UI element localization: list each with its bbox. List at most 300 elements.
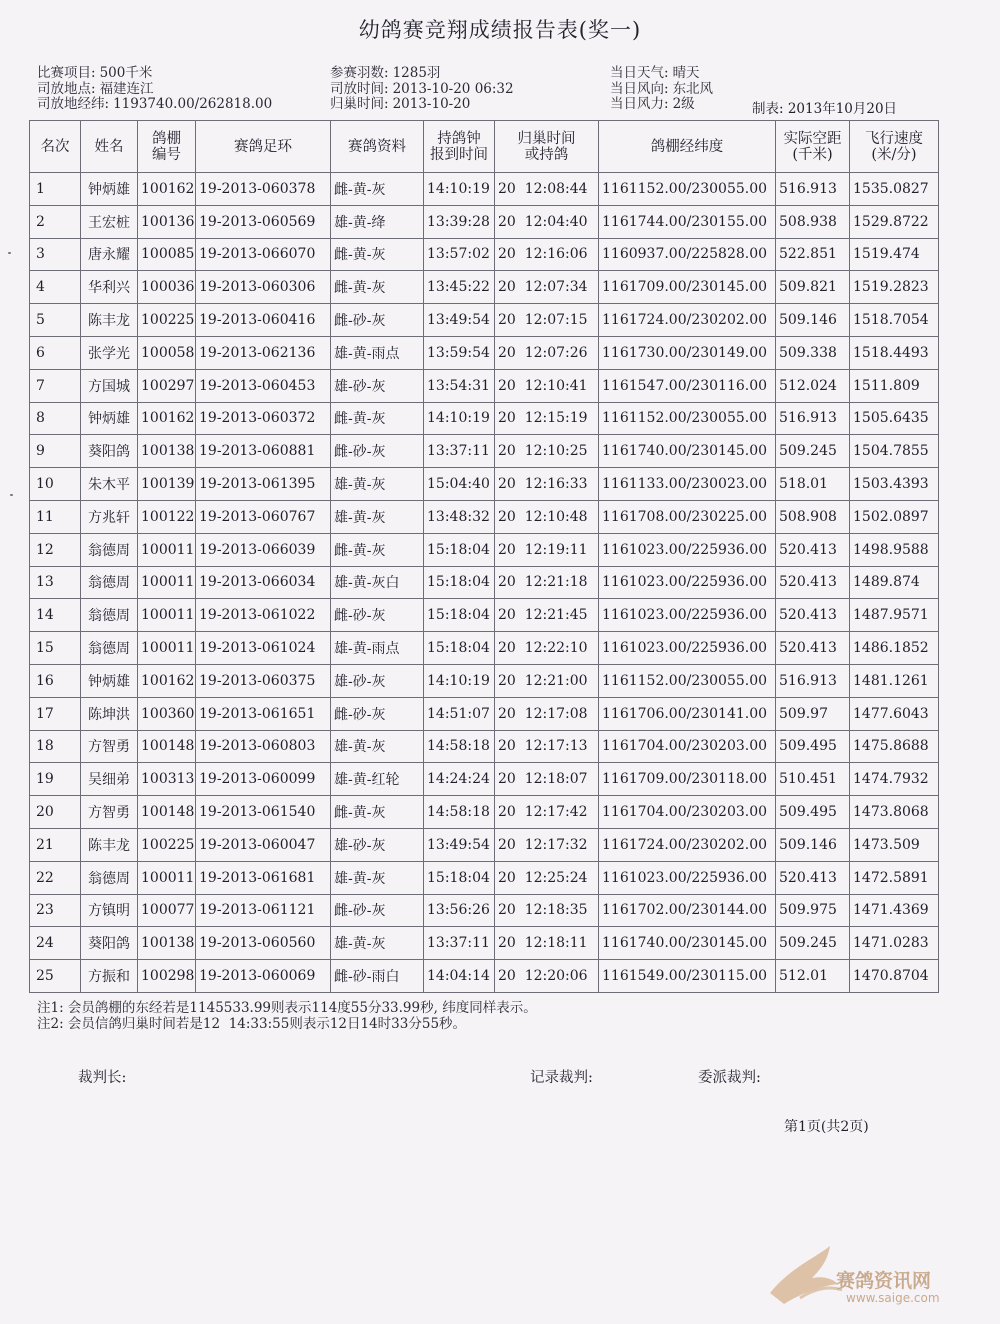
- cell-distance: 508.938: [776, 205, 850, 238]
- cell-rank: 11: [30, 500, 81, 533]
- cell-speed: 1535.0827: [850, 173, 939, 206]
- cell-ring-number: 19-2013-066034: [196, 566, 331, 599]
- report-title: 幼鸽赛竞翔成绩报告表(奖一): [358, 18, 642, 42]
- cell-speed: 1504.7855: [850, 435, 939, 468]
- cell-speed: 1471.4369: [850, 894, 939, 927]
- chief-referee-signature: 裁判长:: [78, 1070, 127, 1086]
- cell-loft-id: 100313: [138, 763, 196, 796]
- header-line: (米/分): [871, 146, 917, 163]
- cell-arrival-time: 20 12:17:13: [495, 730, 599, 763]
- cell-distance: 520.413: [776, 599, 850, 632]
- header-line: 持鸽钟: [437, 130, 481, 147]
- header-loft-coordinates: [599, 121, 776, 173]
- cell-arrival-time: 20 12:04:40: [495, 205, 599, 238]
- cell-pigeon-info: 雌-砂-灰: [331, 304, 424, 337]
- cell-pigeon-info: 雌-黄-灰: [331, 402, 424, 435]
- table-row: [30, 894, 939, 927]
- header-arrival-time: [495, 121, 599, 173]
- cell-distance: 508.908: [776, 500, 850, 533]
- footnotes: [37, 1001, 537, 1032]
- cell-loft-coordinates: 1161709.00/230145.00: [599, 271, 776, 304]
- info-value: 500千米: [99, 65, 153, 81]
- info-label: 参赛羽数:: [330, 65, 389, 81]
- table-row: [30, 173, 939, 206]
- cell-arrival-time: 20 12:25:24: [495, 861, 599, 894]
- cell-pigeon-info: 雄-黄-灰: [331, 500, 424, 533]
- race-info-column-2: [330, 66, 514, 113]
- info-value: 晴天: [672, 65, 700, 81]
- cell-arrival-time: 20 12:16:33: [495, 468, 599, 501]
- cell-loft-id: 100138: [138, 927, 196, 960]
- table-row: [30, 730, 939, 763]
- cell-name: 钟炳雄: [81, 402, 138, 435]
- cell-clock-time: 15:18:04: [424, 533, 495, 566]
- cell-loft-id: 100225: [138, 304, 196, 337]
- cell-ring-number: 19-2013-060767: [196, 500, 331, 533]
- cell-clock-time: 14:58:18: [424, 730, 495, 763]
- cell-ring-number: 19-2013-062136: [196, 336, 331, 369]
- info-value: 2013-10-20 06:32: [392, 80, 514, 97]
- header-clock-time: [424, 121, 495, 173]
- table-row: [30, 927, 939, 960]
- cell-loft-coordinates: 1161023.00/225936.00: [599, 533, 776, 566]
- cell-rank: 14: [30, 599, 81, 632]
- cell-name: 陈丰龙: [81, 304, 138, 337]
- scan-speck: [8, 252, 11, 254]
- cell-rank: 3: [30, 238, 81, 271]
- cell-loft-id: 100139: [138, 468, 196, 501]
- table-row: [30, 238, 939, 271]
- cell-arrival-time: 20 12:21:45: [495, 599, 599, 632]
- cell-ring-number: 19-2013-060375: [196, 664, 331, 697]
- cell-rank: 25: [30, 960, 81, 993]
- cell-arrival-time: 20 12:18:11: [495, 927, 599, 960]
- cell-ring-number: 19-2013-061024: [196, 632, 331, 665]
- cell-loft-id: 100011: [138, 632, 196, 665]
- cell-speed: 1518.4493: [850, 336, 939, 369]
- cell-arrival-time: 20 12:21:00: [495, 664, 599, 697]
- cell-speed: 1503.4393: [850, 468, 939, 501]
- cell-loft-coordinates: 1161704.00/230203.00: [599, 796, 776, 829]
- watermark-site-name: 赛鸽资讯网: [836, 1270, 932, 1292]
- cell-loft-id: 100162: [138, 664, 196, 697]
- cell-speed: 1529.8722: [850, 205, 939, 238]
- info-label: 司放时间:: [330, 80, 389, 97]
- cell-distance: 509.97: [776, 697, 850, 730]
- cell-name: 陈丰龙: [81, 828, 138, 861]
- cell-name: 葵阳鸽: [81, 435, 138, 468]
- cell-rank: 13: [30, 566, 81, 599]
- cell-ring-number: 19-2013-061540: [196, 796, 331, 829]
- cell-loft-coordinates: 1161740.00/230145.00: [599, 435, 776, 468]
- cell-loft-coordinates: 1161023.00/225936.00: [599, 632, 776, 665]
- info-label: 司放地点:: [37, 80, 96, 97]
- cell-speed: 1470.8704: [850, 960, 939, 993]
- cell-loft-coordinates: 1160937.00/225828.00: [599, 238, 776, 271]
- cell-distance: 509.495: [776, 796, 850, 829]
- cell-name: 翁德周: [81, 599, 138, 632]
- table-row: [30, 304, 939, 337]
- cell-pigeon-info: 雄-黄-雨点: [331, 336, 424, 369]
- cell-clock-time: 13:45:22: [424, 271, 495, 304]
- cell-arrival-time: 20 12:19:11: [495, 533, 599, 566]
- cell-loft-id: 100297: [138, 369, 196, 402]
- info-value: 福建连江: [99, 80, 154, 97]
- info-value: 2级: [672, 96, 695, 112]
- info-value: 2013-10-20: [392, 96, 471, 112]
- cell-speed: 1511.809: [850, 369, 939, 402]
- cell-name: 翁德周: [81, 632, 138, 665]
- header-line: 归巢时间: [517, 130, 576, 147]
- cell-pigeon-info: 雌-黄-灰: [331, 238, 424, 271]
- cell-clock-time: 15:04:40: [424, 468, 495, 501]
- cell-loft-id: 100011: [138, 861, 196, 894]
- cell-speed: 1487.9571: [850, 599, 939, 632]
- table-row: [30, 828, 939, 861]
- header-line: (千米): [792, 146, 833, 163]
- cell-ring-number: 19-2013-061651: [196, 697, 331, 730]
- info-label: 比赛项目:: [37, 65, 96, 81]
- cell-rank: 1: [30, 173, 81, 206]
- table-row: [30, 205, 939, 238]
- cell-loft-coordinates: 1161133.00/230023.00: [599, 468, 776, 501]
- cell-rank: 4: [30, 271, 81, 304]
- cell-ring-number: 19-2013-061395: [196, 468, 331, 501]
- info-label: 当日天气:: [610, 65, 669, 81]
- race-info-column-1: [37, 66, 272, 113]
- cell-pigeon-info: 雌-砂-灰: [331, 435, 424, 468]
- table-row: [30, 468, 939, 501]
- cell-loft-id: 100122: [138, 500, 196, 533]
- header-line: 飞行速度: [865, 130, 923, 147]
- cell-loft-id: 100148: [138, 796, 196, 829]
- cell-distance: 509.821: [776, 271, 850, 304]
- cell-rank: 12: [30, 533, 81, 566]
- cell-rank: 22: [30, 861, 81, 894]
- cell-loft-id: 100058: [138, 336, 196, 369]
- cell-clock-time: 13:56:26: [424, 894, 495, 927]
- header-line: 鸽棚: [152, 130, 181, 147]
- header-line: 报到时间: [430, 146, 488, 163]
- cell-name: 翁德周: [81, 533, 138, 566]
- race-info-column-3: [610, 66, 713, 113]
- info-item: [610, 97, 713, 113]
- cell-loft-coordinates: 1161708.00/230225.00: [599, 500, 776, 533]
- header-rank: [30, 121, 81, 173]
- cell-speed: 1481.1261: [850, 664, 939, 697]
- header-ring-number: [196, 121, 331, 173]
- header-line: 名次: [40, 138, 70, 155]
- cell-clock-time: 13:49:54: [424, 828, 495, 861]
- cell-arrival-time: 20 12:07:15: [495, 304, 599, 337]
- cell-speed: 1489.874: [850, 566, 939, 599]
- info-item: [330, 82, 514, 98]
- cell-loft-coordinates: 1161152.00/230055.00: [599, 664, 776, 697]
- cell-arrival-time: 20 12:17:08: [495, 697, 599, 730]
- cell-speed: 1519.2823: [850, 271, 939, 304]
- cell-speed: 1486.1852: [850, 632, 939, 665]
- cell-ring-number: 19-2013-060047: [196, 828, 331, 861]
- info-item: [37, 97, 272, 113]
- cell-name: 钟炳雄: [81, 664, 138, 697]
- cell-ring-number: 19-2013-060453: [196, 369, 331, 402]
- cell-name: 王宏桩: [81, 205, 138, 238]
- table-row: [30, 632, 939, 665]
- cell-name: 方镇明: [81, 894, 138, 927]
- cell-speed: 1473.8068: [850, 796, 939, 829]
- cell-clock-time: 13:54:31: [424, 369, 495, 402]
- cell-pigeon-info: 雄-砂-灰: [331, 828, 424, 861]
- header-line: 编号: [152, 146, 181, 163]
- cell-pigeon-info: 雄-砂-灰: [331, 369, 424, 402]
- cell-rank: 6: [30, 336, 81, 369]
- cell-pigeon-info: 雌-砂-雨白: [331, 960, 424, 993]
- cell-name: 陈坤洪: [81, 697, 138, 730]
- info-label: 司放地经纬:: [37, 96, 110, 112]
- cell-clock-time: 15:18:04: [424, 599, 495, 632]
- cell-speed: 1475.8688: [850, 730, 939, 763]
- cell-rank: 7: [30, 369, 81, 402]
- cell-pigeon-info: 雌-砂-灰: [331, 697, 424, 730]
- cell-pigeon-info: 雄-黄-灰: [331, 927, 424, 960]
- cell-loft-coordinates: 1161023.00/225936.00: [599, 599, 776, 632]
- appointed-referee-signature: 委派裁判:: [698, 1070, 761, 1086]
- cell-clock-time: 14:24:24: [424, 763, 495, 796]
- cell-speed: 1519.474: [850, 238, 939, 271]
- cell-loft-coordinates: 1161744.00/230155.00: [599, 205, 776, 238]
- cell-name: 唐永耀: [81, 238, 138, 271]
- cell-speed: 1471.0283: [850, 927, 939, 960]
- info-label: 当日风力:: [610, 96, 669, 112]
- table-row: [30, 861, 939, 894]
- cell-distance: 520.413: [776, 632, 850, 665]
- cell-loft-coordinates: 1161704.00/230203.00: [599, 730, 776, 763]
- table-row: [30, 763, 939, 796]
- cell-distance: 509.146: [776, 828, 850, 861]
- cell-distance: 520.413: [776, 861, 850, 894]
- cell-loft-coordinates: 1161724.00/230202.00: [599, 304, 776, 337]
- cell-arrival-time: 20 12:16:06: [495, 238, 599, 271]
- cell-arrival-time: 20 12:07:34: [495, 271, 599, 304]
- cell-pigeon-info: 雌-砂-灰: [331, 894, 424, 927]
- cell-loft-id: 100011: [138, 566, 196, 599]
- cell-loft-id: 100011: [138, 599, 196, 632]
- cell-loft-id: 100138: [138, 435, 196, 468]
- header-speed: [850, 121, 939, 173]
- cell-clock-time: 15:18:04: [424, 861, 495, 894]
- footnote: 注1: 会员鸽棚的东经若是1145533.99则表示114度55分33.99秒, 纬度同样表示。: [37, 1000, 537, 1016]
- header-line: 实际空距: [783, 130, 842, 147]
- cell-ring-number: 19-2013-060560: [196, 927, 331, 960]
- cell-name: 吴细弟: [81, 763, 138, 796]
- table-row: [30, 796, 939, 829]
- cell-loft-coordinates: 1161724.00/230202.00: [599, 828, 776, 861]
- tabulation-date: 制表: 2013年10月20日: [752, 101, 898, 117]
- header-name: [81, 121, 138, 173]
- table-row: [30, 336, 939, 369]
- cell-ring-number: 19-2013-060069: [196, 960, 331, 993]
- cell-rank: 2: [30, 205, 81, 238]
- table-row: [30, 402, 939, 435]
- cell-name: 方智勇: [81, 730, 138, 763]
- cell-loft-id: 100136: [138, 205, 196, 238]
- cell-loft-id: 100225: [138, 828, 196, 861]
- cell-pigeon-info: 雌-黄-灰: [331, 796, 424, 829]
- recording-referee-signature: 记录裁判:: [530, 1070, 593, 1086]
- cell-distance: 516.913: [776, 402, 850, 435]
- table-row: [30, 500, 939, 533]
- cell-loft-id: 100036: [138, 271, 196, 304]
- scan-speck: [10, 494, 13, 496]
- cell-ring-number: 19-2013-061121: [196, 894, 331, 927]
- info-item: [37, 66, 272, 82]
- info-value: 1193740.00/262818.00: [113, 96, 273, 112]
- table-body: [30, 173, 939, 993]
- table-row: [30, 664, 939, 697]
- cell-distance: 510.451: [776, 763, 850, 796]
- cell-rank: 16: [30, 664, 81, 697]
- cell-ring-number: 19-2013-060372: [196, 402, 331, 435]
- cell-pigeon-info: 雄-砂-灰: [331, 664, 424, 697]
- cell-speed: 1473.509: [850, 828, 939, 861]
- cell-distance: 509.245: [776, 927, 850, 960]
- table-row: [30, 369, 939, 402]
- cell-loft-coordinates: 1161706.00/230141.00: [599, 697, 776, 730]
- cell-loft-coordinates: 1161709.00/230118.00: [599, 763, 776, 796]
- cell-clock-time: 13:59:54: [424, 336, 495, 369]
- info-item: [610, 66, 713, 82]
- cell-loft-coordinates: 1161549.00/230115.00: [599, 960, 776, 993]
- cell-loft-id: 100077: [138, 894, 196, 927]
- cell-ring-number: 19-2013-060881: [196, 435, 331, 468]
- cell-pigeon-info: 雌-砂-灰: [331, 599, 424, 632]
- cell-name: 翁德周: [81, 861, 138, 894]
- info-label: 当日风向:: [610, 80, 669, 97]
- cell-ring-number: 19-2013-066070: [196, 238, 331, 271]
- cell-arrival-time: 20 12:07:26: [495, 336, 599, 369]
- cell-distance: 512.01: [776, 960, 850, 993]
- cell-clock-time: 13:39:28: [424, 205, 495, 238]
- cell-arrival-time: 20 12:10:41: [495, 369, 599, 402]
- info-value: 1285羽: [392, 65, 441, 81]
- cell-loft-id: 100360: [138, 697, 196, 730]
- cell-loft-coordinates: 1161023.00/225936.00: [599, 566, 776, 599]
- cell-loft-coordinates: 1161740.00/230145.00: [599, 927, 776, 960]
- cell-clock-time: 14:10:19: [424, 664, 495, 697]
- cell-clock-time: 14:04:14: [424, 960, 495, 993]
- cell-pigeon-info: 雄-黄-灰: [331, 468, 424, 501]
- cell-clock-time: 15:18:04: [424, 632, 495, 665]
- watermark-url: www.saige.com: [846, 1291, 940, 1305]
- cell-ring-number: 19-2013-066039: [196, 533, 331, 566]
- cell-arrival-time: 20 12:15:19: [495, 402, 599, 435]
- cell-distance: 520.413: [776, 566, 850, 599]
- cell-clock-time: 15:18:04: [424, 566, 495, 599]
- results-table: [29, 120, 939, 993]
- cell-rank: 24: [30, 927, 81, 960]
- cell-arrival-time: 20 12:18:07: [495, 763, 599, 796]
- cell-distance: 509.146: [776, 304, 850, 337]
- cell-clock-time: 14:10:19: [424, 173, 495, 206]
- cell-rank: 5: [30, 304, 81, 337]
- cell-pigeon-info: 雌-黄-灰: [331, 533, 424, 566]
- table-row: [30, 566, 939, 599]
- cell-clock-time: 14:10:19: [424, 402, 495, 435]
- header-distance: [776, 121, 850, 173]
- table-row: [30, 533, 939, 566]
- cell-ring-number: 19-2013-060416: [196, 304, 331, 337]
- cell-arrival-time: 20 12:10:48: [495, 500, 599, 533]
- cell-ring-number: 19-2013-060569: [196, 205, 331, 238]
- cell-clock-time: 13:57:02: [424, 238, 495, 271]
- cell-arrival-time: 20 12:18:35: [495, 894, 599, 927]
- cell-distance: 516.913: [776, 173, 850, 206]
- info-item: [610, 82, 713, 98]
- cell-clock-time: 13:48:32: [424, 500, 495, 533]
- info-label: 归巢时间:: [330, 96, 389, 112]
- cell-rank: 8: [30, 402, 81, 435]
- cell-speed: 1498.9588: [850, 533, 939, 566]
- cell-arrival-time: 20 12:22:10: [495, 632, 599, 665]
- header-pigeon-info: [331, 121, 424, 173]
- cell-loft-coordinates: 1161702.00/230144.00: [599, 894, 776, 927]
- cell-pigeon-info: 雄-黄-灰: [331, 730, 424, 763]
- cell-distance: 509.495: [776, 730, 850, 763]
- cell-clock-time: 14:51:07: [424, 697, 495, 730]
- cell-speed: 1472.5891: [850, 861, 939, 894]
- cell-speed: 1505.6435: [850, 402, 939, 435]
- cell-rank: 17: [30, 697, 81, 730]
- table-row: [30, 435, 939, 468]
- cell-distance: 522.851: [776, 238, 850, 271]
- page-number: 第1页(共2页): [784, 1119, 869, 1135]
- cell-speed: 1474.7932: [850, 763, 939, 796]
- cell-name: 钟炳雄: [81, 173, 138, 206]
- table-row: [30, 697, 939, 730]
- cell-clock-time: 14:58:18: [424, 796, 495, 829]
- cell-clock-time: 13:37:11: [424, 927, 495, 960]
- cell-rank: 21: [30, 828, 81, 861]
- cell-name: 方兆轩: [81, 500, 138, 533]
- cell-arrival-time: 20 12:17:42: [495, 796, 599, 829]
- cell-ring-number: 19-2013-060099: [196, 763, 331, 796]
- cell-name: 华利兴: [81, 271, 138, 304]
- cell-name: 葵阳鸽: [81, 927, 138, 960]
- cell-arrival-time: 20 12:20:06: [495, 960, 599, 993]
- cell-clock-time: 13:37:11: [424, 435, 495, 468]
- header-line: 赛鸽资料: [348, 138, 406, 155]
- header-line: 赛鸽足环: [234, 138, 292, 155]
- cell-loft-coordinates: 1161730.00/230149.00: [599, 336, 776, 369]
- cell-rank: 9: [30, 435, 81, 468]
- cell-loft-id: 100162: [138, 402, 196, 435]
- cell-loft-coordinates: 1161023.00/225936.00: [599, 861, 776, 894]
- cell-loft-id: 100148: [138, 730, 196, 763]
- cell-loft-coordinates: 1161547.00/230116.00: [599, 369, 776, 402]
- cell-ring-number: 19-2013-060378: [196, 173, 331, 206]
- header-line: 姓名: [94, 138, 124, 155]
- cell-name: 朱木平: [81, 468, 138, 501]
- cell-pigeon-info: 雄-黄-绛: [331, 205, 424, 238]
- cell-pigeon-info: 雄-黄-灰白: [331, 566, 424, 599]
- info-item: [330, 97, 514, 113]
- cell-ring-number: 19-2013-060306: [196, 271, 331, 304]
- cell-name: 方国城: [81, 369, 138, 402]
- table-row: [30, 960, 939, 993]
- cell-distance: 512.024: [776, 369, 850, 402]
- cell-name: 方振和: [81, 960, 138, 993]
- cell-loft-coordinates: 1161152.00/230055.00: [599, 173, 776, 206]
